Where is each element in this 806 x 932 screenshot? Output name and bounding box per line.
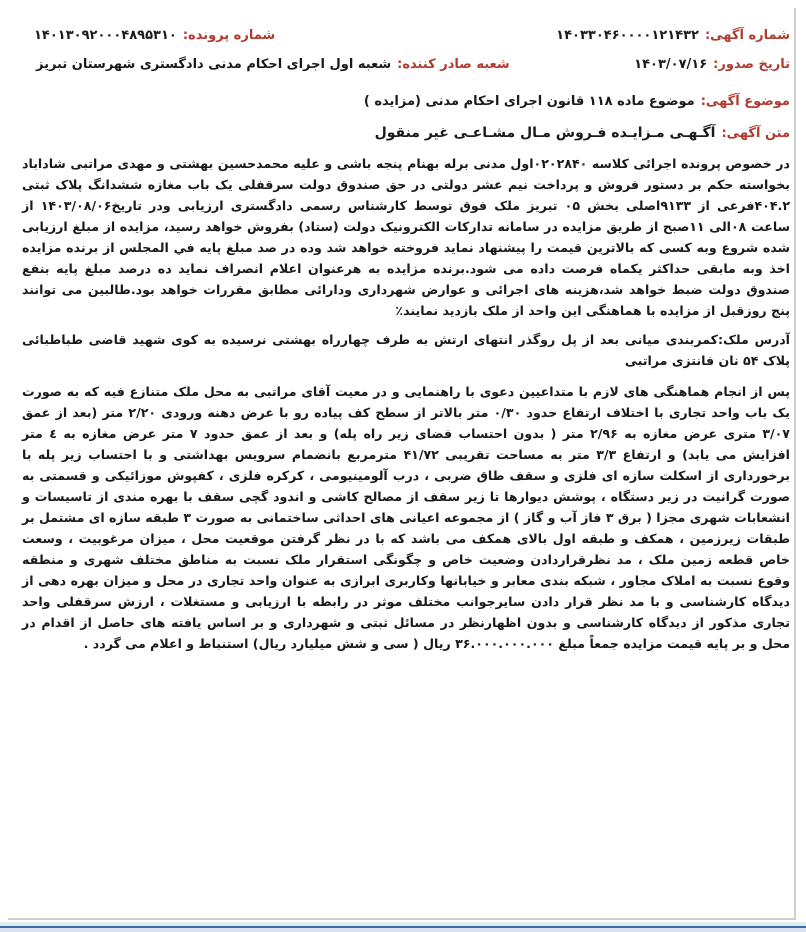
subject-value: موضوع ماده ۱۱۸ قانون اجرای احکام مدنی (مزایده ) <box>363 94 695 109</box>
header-row-1 <box>22 28 790 43</box>
issuer <box>36 57 510 72</box>
body-label: متن آگهی: <box>721 126 790 141</box>
paragraph-expert-description: پس از انجام هماهنگی های لازم با متداعیین دعوی با راهنمایی و در معیت آقای مراتبی به محل ملک متنازع فیه که به صورت یک باب واحد تجاری با اختلاف ارتفاع حدود ۰/۳۰ متر بالاتر از سطح کف پیاده رو با عرض دهنه ورودی ۲/۲۰ متر (بعد از عمق ۳/۰۷ متری عرض مغازه به ۲/۹۶ متر ( بدون احتساب فضای زیر راه پله) و بعد از عمق حدود ۷ متر عرض مغازه به ٤ متر افزایش می یابد) و ارتفاع ۳/۳ متر به مساحت تقریبی ۴۱/۷۲ مترمربع بانضمام سرویس بهداشتی و با احتساب زیر پله با برخورداری از اسکلت سازه ای فلزی و سقف طاق ضربی ، درب آلومینیومی ، کرکره فلزی ، کفپوش موزائیکی و قسمتی به صورت گرانیت در زیر دستگاه ، پوشش دیوارها تا زیر سقف از مصالح کاشی و اندود گچی سقف با بهره مندی از تاسیسات و انشعابات شهری مجزا ( برق ۳ فاز آب و گاز ) از مجموعه اعیانی های احداثی ساختمانی به صورت ۳ طبقه سازه ای مشتمل بر طبقات زیرزمین ، همکف و طبقه اول بالای همکف می باشد که با در نظر گرفتن موقعیت محل ، میزان مرغوبیت ، وسعت خاص قطعه زمین ملک ، مد نظرقراردادن وضعیت خاص و چگونگی استقرار ملک نسبت به مناطق مختلف شهری و منطقه وقوع نسبت به املاک مجاور ، شبکه بندی معابر و خیابانها وکاربری ابرازی به عنوان واحد تجاری در محل و میزان بهره دهی از دیدگاه کارشناسی و با مد نظر قرار دادن سایرجوانب مختلف موثر در رابطه با ارزیابی و مستغلات ، ارزش سرقفلی واحد تجاری مذکور از دیدگاه کارشناسی و بدون اظهارنظر در مسائل ثبتی و شهرداری و بر اساس یافته های حاصل از اقدام در محل و بر پایه قیمت مزایده جمعاً مبلغ ۳۶.۰۰۰.۰۰۰.۰۰۰ ریال ( سی و شش میلیارد ریال) استنباط و اعلام می گردد . <box>22 384 790 651</box>
subject-line <box>22 94 790 109</box>
body-heading <box>22 125 790 141</box>
file-number <box>34 28 275 43</box>
ad-number-value: ۱۴۰۳۳۰۴۶۰۰۰۰۱۲۱۴۳۲ <box>556 28 699 43</box>
file-number-label: شماره پرونده: <box>182 28 276 43</box>
issuer-label: شعبه صادر کننده: <box>397 57 510 72</box>
issuer-value: شعبه اول اجرای احکام مدنی دادگستری شهرستان تبریز <box>36 57 392 72</box>
announcement-document <box>22 28 790 662</box>
paragraph-property-address: آدرس ملک:کمربندی میانی بعد از پل روگذر انتهای ارتش به طرف چهارراه بهشتی نرسیده به کوی شهید قاضی طباطبائی پلاک ۵۴ نان فانتزی مراتبی <box>22 332 790 368</box>
subject-label: موضوع آگهی: <box>700 94 790 109</box>
file-number-value: ۱۴۰۱۳۰۹۲۰۰۰۴۸۹۵۳۱۰ <box>34 28 177 43</box>
paragraph-auction-terms: در خصوص پرونده اجرائی کلاسه ۰۲۰۲۸۴۰اول مدنی برله بهنام پنجه باشی و علیه محمدحسین بهشتی و مهدی مراتبی شاداباد بخواسته حکم بر دستور فروش و پرداخت نیم عشر دولتی در حق صندوق دولت سرقفلی یک باب مغازه ششدانگ پلاک ثبتی ۴۰۴.۲فرعی از ۹۱۳۳اصلی بخش ۰۵ تبریز ملک فوق توسط کارشناس رسمی دادگستری ارزیابی ودر تاریخ۱۴۰۳/۰۸/۰۶ از ساعت ۰۸الی ۱۱صبح از طریق مزایده در سامانه تدارکات الکترونیک دولت (ستاد) بفروش خواهد رسید، مزایده از مبلغ ارزیابی شده شروع وبه کسی که بالاترین قیمت را پیشنهاد نماید فروخته خواهد شد وده در صد مبلغ پایه في المجلس از برنده مزایده اخذ وبه مابقی حداکثر یکماه فرصت داده می شود.برنده مزایده به هرعنوان اعلام انصراف نماید ده درصد مبلغ پایه بنفع صندوق دولت ضبط خواهد شد،هزینه های اجرائی و عوارض شهرداری ودارائی مطابق مقررات خواهد بود.طالبین می توانند پنج روزقبل از مزایده با هماهنگی این واحد از ملک بازدید نمایند٪ <box>22 156 791 318</box>
ad-number-label: شماره آگهی: <box>704 28 790 43</box>
issue-date-label: تاریخ صدور: <box>713 57 790 72</box>
issue-date-value: ۱۴۰۳/۰۷/۱۶ <box>634 57 708 72</box>
ad-number <box>556 28 790 43</box>
body-title: آگـهـی مـزایـده فـروش مـال مشـاعـی غیر منقول <box>374 125 716 141</box>
header-row-2 <box>22 57 790 72</box>
issue-date <box>634 57 790 72</box>
window-bottom-accent-line <box>0 926 806 928</box>
